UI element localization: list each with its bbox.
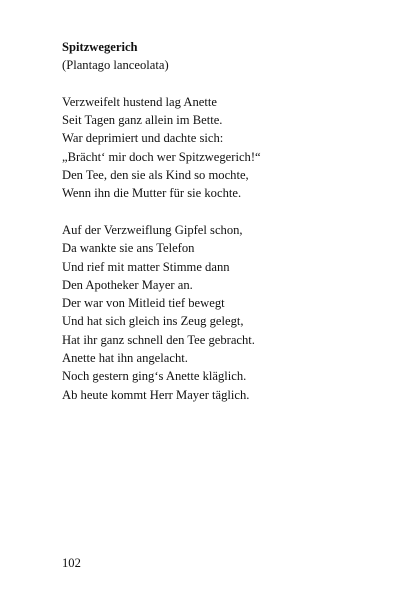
- stanza-1: [62, 93, 382, 203]
- verse-line: Verzweifelt hustend lag Anette: [62, 94, 217, 109]
- verse-line: Und rief mit matter Stimme dann: [62, 259, 230, 274]
- verse-line: Den Tee, den sie als Kind so mochte,: [62, 168, 249, 183]
- verse-line: Da wankte sie ans Telefon: [62, 241, 195, 256]
- verse-line: Hat ihr ganz schnell den Tee gebracht.: [62, 332, 255, 347]
- verse-line: Seit Tagen ganz allein im Bette.: [62, 113, 223, 128]
- page-number: 102: [62, 556, 81, 570]
- verse-line: Wenn ihn die Mutter für sie kochte.: [62, 186, 242, 201]
- verse-line: Auf der Verzweiflung Gipfel schon,: [62, 222, 243, 237]
- stanza-2: [62, 221, 382, 404]
- poem-title: Spitzwegerich: [62, 40, 138, 54]
- poem: [62, 38, 382, 422]
- verse-line: Der war von Mitleid tief bewegt: [62, 296, 225, 311]
- verse-line: Anette hat ihn angelacht.: [62, 351, 188, 366]
- verse-line: Und hat sich gleich ins Zeug gelegt,: [62, 314, 244, 329]
- verse-line: „Brächt‘ mir doch wer Spitzwegerich!“: [62, 149, 261, 164]
- verse-line: Ab heute kommt Herr Mayer täglich.: [62, 387, 250, 402]
- verse-line: War deprimiert und dachte sich:: [62, 131, 224, 146]
- poem-subtitle: (Plantago lanceolata): [62, 58, 169, 73]
- verse-line: Noch gestern ging‘s Anette kläglich.: [62, 369, 247, 384]
- verse-line: Den Apotheker Mayer an.: [62, 277, 193, 292]
